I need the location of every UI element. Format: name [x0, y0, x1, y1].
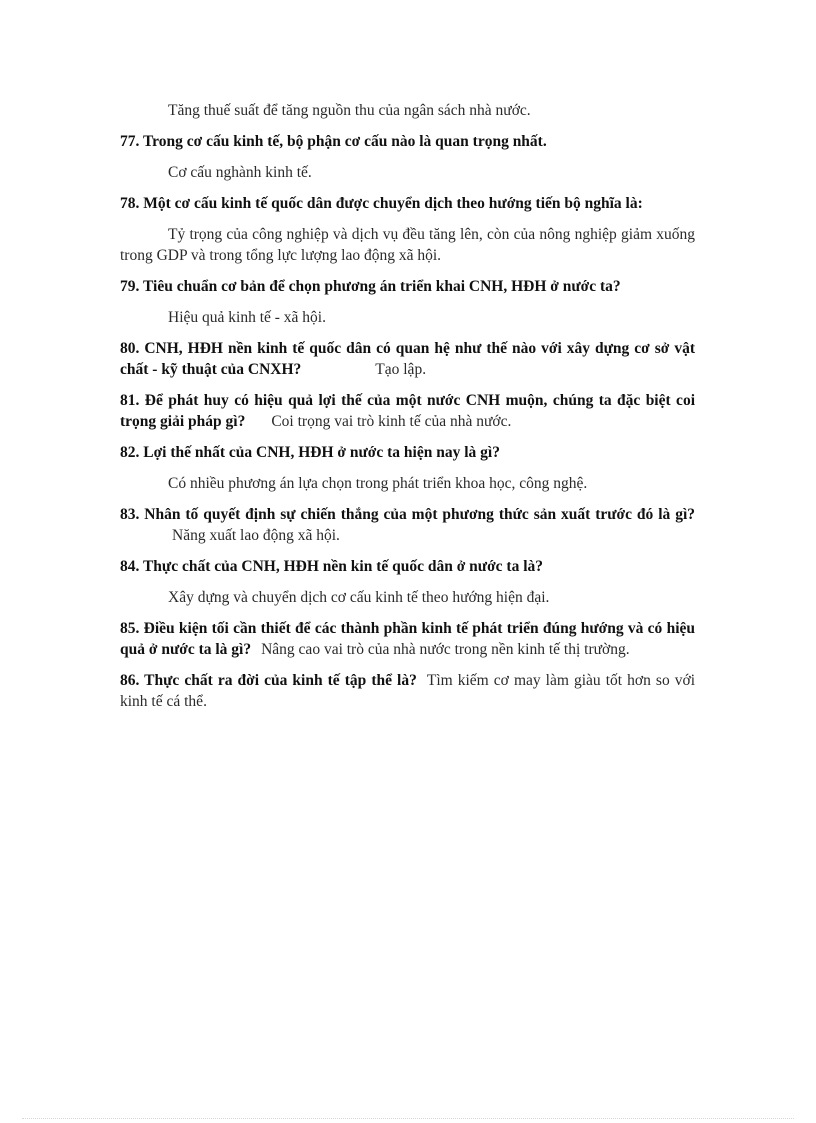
answer-86: Tìm kiếm cơ may làm giàu tốt hơn so với kinh tế cá thể. — [120, 672, 696, 710]
answer-84: Xây dựng và chuyển dịch cơ cấu kinh tế theo hướng hiện đại. — [168, 589, 550, 606]
qa-83 — [120, 504, 695, 546]
qa-81 — [120, 390, 695, 432]
question-83: 83. Nhân tố quyết định sự chiến thắng của một phương thức sản xuất trước đó là gì? — [120, 506, 695, 523]
answer-77: Cơ cấu nghành kinh tế. — [168, 164, 312, 181]
document-page — [120, 100, 695, 722]
answer-80: Tạo lập. — [375, 361, 427, 378]
question-78: 78. Một cơ cấu kinh tế quốc dân được chuyển dịch theo hướng tiến bộ nghĩa là: — [120, 195, 643, 212]
question-84: 84. Thực chất của CNH, HĐH nền kin tế quốc dân ở nước ta là? — [120, 558, 544, 575]
question-80: 80. CNH, HĐH nền kinh tế quốc dân có quan hệ như thế nào với xây dựng cơ sở vật chất - kỹ thuật của CNXH? — [120, 340, 695, 378]
answer-78: Tỷ trọng của công nghiệp và dịch vụ đều tăng lên, còn của nông nghiệp giảm xuống trong GDP và trong tổng lực lượng lao động xã hội. — [120, 226, 695, 264]
page-bottom-divider — [22, 1118, 794, 1119]
question-85: 85. Điều kiện tối cần thiết để các thành phần kinh tế phát triển đúng hướng và có hiệu quả ở nước ta là gì? — [120, 620, 695, 658]
question-77: 77. Trong cơ cấu kinh tế, bộ phận cơ cấu nào là quan trọng nhất. — [120, 133, 547, 150]
answer-85: Nâng cao vai trò của nhà nước trong nền kinh tế thị trường. — [261, 641, 630, 658]
question-79: 79. Tiêu chuẩn cơ bản để chọn phương án triển khai CNH, HĐH ở nước ta? — [120, 278, 621, 295]
qa-80 — [120, 338, 695, 380]
answer-79: Hiệu quả kinh tế - xã hội. — [168, 309, 326, 326]
qa-86 — [120, 670, 695, 712]
answer-82: Có nhiều phương án lựa chọn trong phát triển khoa học, công nghệ. — [168, 475, 588, 492]
question-86: 86. Thực chất ra đời của kinh tế tập thể là? — [120, 672, 417, 689]
answer-81: Coi trọng vai trò kinh tế của nhà nước. — [271, 413, 512, 430]
qa-85 — [120, 618, 695, 660]
answer-76: Tăng thuế suất để tăng nguồn thu của ngân sách nhà nước. — [168, 102, 531, 119]
answer-83: Năng xuất lao động xã hội. — [172, 527, 340, 544]
question-82: 82. Lợi thế nhất của CNH, HĐH ở nước ta hiện nay là gì? — [120, 444, 500, 461]
question-81: 81. Để phát huy có hiệu quả lợi thế của một nước CNH muộn, chúng ta đặc biệt coi trọng giải pháp gì? — [120, 392, 695, 430]
